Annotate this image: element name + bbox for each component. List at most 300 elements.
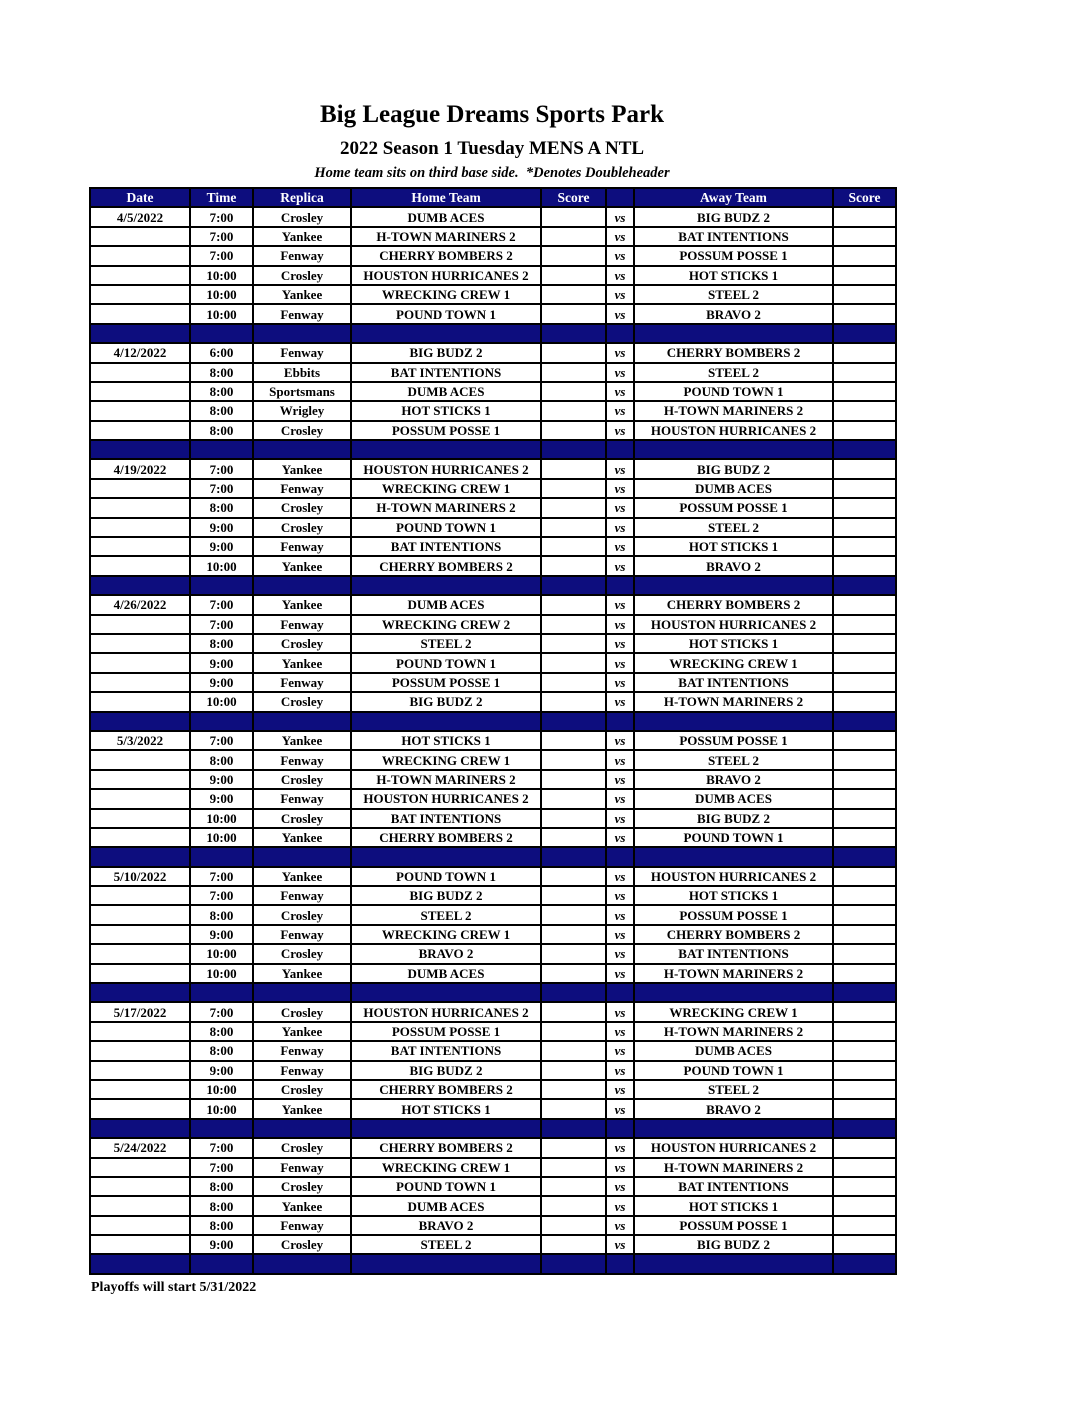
time-cell: 7:00 bbox=[190, 731, 253, 750]
away-team-cell: H-TOWN MARINERS 2 bbox=[634, 692, 833, 711]
replica-cell: Fenway bbox=[253, 343, 351, 362]
home-score-cell bbox=[541, 886, 606, 905]
home-team-cell: POUND TOWN 1 bbox=[351, 1177, 541, 1196]
date-cell bbox=[90, 1216, 190, 1235]
home-score-cell bbox=[541, 944, 606, 963]
vs-cell: vs bbox=[606, 809, 634, 828]
home-team-cell: BAT INTENTIONS bbox=[351, 809, 541, 828]
game-row bbox=[90, 479, 896, 498]
separator-cell bbox=[606, 712, 634, 731]
away-team-cell: BIG BUDZ 2 bbox=[634, 207, 833, 226]
separator-cell bbox=[351, 847, 541, 866]
date-cell bbox=[90, 1099, 190, 1118]
replica-cell: Crosley bbox=[253, 1002, 351, 1021]
replica-cell: Fenway bbox=[253, 1158, 351, 1177]
replica-cell: Crosley bbox=[253, 944, 351, 963]
date-cell bbox=[90, 1196, 190, 1215]
time-cell: 7:00 bbox=[190, 595, 253, 614]
home-team-cell: HOUSTON HURRICANES 2 bbox=[351, 459, 541, 478]
date-cell bbox=[90, 556, 190, 575]
away-team-cell: BAT INTENTIONS bbox=[634, 673, 833, 692]
col-header-time: Time bbox=[190, 188, 253, 207]
time-cell: 9:00 bbox=[190, 673, 253, 692]
col-header-date: Date bbox=[90, 188, 190, 207]
replica-cell: Crosley bbox=[253, 1080, 351, 1099]
vs-cell: vs bbox=[606, 731, 634, 750]
separator-cell bbox=[634, 983, 833, 1002]
vs-cell: vs bbox=[606, 363, 634, 382]
vs-cell: vs bbox=[606, 401, 634, 420]
replica-cell: Crosley bbox=[253, 809, 351, 828]
away-score-cell bbox=[833, 809, 896, 828]
separator-row bbox=[90, 576, 896, 595]
away-score-cell bbox=[833, 653, 896, 672]
home-score-cell bbox=[541, 285, 606, 304]
home-team-cell: POUND TOWN 1 bbox=[351, 867, 541, 886]
away-score-cell bbox=[833, 382, 896, 401]
home-team-cell: WRECKING CREW 1 bbox=[351, 925, 541, 944]
away-team-cell: H-TOWN MARINERS 2 bbox=[634, 964, 833, 983]
separator-cell bbox=[634, 1119, 833, 1138]
vs-cell: vs bbox=[606, 1080, 634, 1099]
vs-cell: vs bbox=[606, 595, 634, 614]
away-team-cell: BIG BUDZ 2 bbox=[634, 809, 833, 828]
time-cell: 10:00 bbox=[190, 964, 253, 983]
replica-cell: Yankee bbox=[253, 227, 351, 246]
separator-cell bbox=[606, 576, 634, 595]
away-team-cell: CHERRY BOMBERS 2 bbox=[634, 343, 833, 362]
away-team-cell: HOT STICKS 1 bbox=[634, 537, 833, 556]
separator-cell bbox=[90, 576, 190, 595]
separator-cell bbox=[541, 576, 606, 595]
separator-cell bbox=[634, 576, 833, 595]
date-cell bbox=[90, 401, 190, 420]
separator-cell bbox=[606, 440, 634, 459]
vs-cell: vs bbox=[606, 905, 634, 924]
replica-cell: Fenway bbox=[253, 789, 351, 808]
vs-cell: vs bbox=[606, 227, 634, 246]
game-row bbox=[90, 634, 896, 653]
home-team-cell: WRECKING CREW 1 bbox=[351, 1158, 541, 1177]
home-team-cell: HOUSTON HURRICANES 2 bbox=[351, 266, 541, 285]
home-score-cell bbox=[541, 653, 606, 672]
home-team-cell: BRAVO 2 bbox=[351, 1216, 541, 1235]
vs-cell: vs bbox=[606, 692, 634, 711]
separator-row bbox=[90, 1119, 896, 1138]
separator-cell bbox=[253, 712, 351, 731]
separator-cell bbox=[833, 1119, 896, 1138]
vs-cell: vs bbox=[606, 1061, 634, 1080]
home-team-cell: POUND TOWN 1 bbox=[351, 518, 541, 537]
home-team-cell: DUMB ACES bbox=[351, 382, 541, 401]
vs-cell: vs bbox=[606, 285, 634, 304]
home-score-cell bbox=[541, 750, 606, 769]
game-row bbox=[90, 266, 896, 285]
home-team-cell: POSSUM POSSE 1 bbox=[351, 1022, 541, 1041]
replica-cell: Fenway bbox=[253, 1061, 351, 1080]
home-team-cell: HOUSTON HURRICANES 2 bbox=[351, 1002, 541, 1021]
time-cell: 9:00 bbox=[190, 789, 253, 808]
away-team-cell: BIG BUDZ 2 bbox=[634, 1235, 833, 1254]
separator-row bbox=[90, 1254, 896, 1273]
separator-cell bbox=[634, 440, 833, 459]
date-cell bbox=[90, 828, 190, 847]
col-header-replica: Replica bbox=[253, 188, 351, 207]
home-team-cell: DUMB ACES bbox=[351, 964, 541, 983]
time-cell: 9:00 bbox=[190, 770, 253, 789]
home-score-cell bbox=[541, 925, 606, 944]
game-row bbox=[90, 789, 896, 808]
home-score-cell bbox=[541, 382, 606, 401]
game-row bbox=[90, 925, 896, 944]
away-team-cell: BAT INTENTIONS bbox=[634, 944, 833, 963]
replica-cell: Crosley bbox=[253, 1177, 351, 1196]
away-score-cell bbox=[833, 459, 896, 478]
away-team-cell: POSSUM POSSE 1 bbox=[634, 905, 833, 924]
schedule-page bbox=[89, 0, 895, 1296]
home-score-cell bbox=[541, 1002, 606, 1021]
replica-cell: Yankee bbox=[253, 595, 351, 614]
replica-cell: Sportsmans bbox=[253, 382, 351, 401]
away-team-cell: STEEL 2 bbox=[634, 285, 833, 304]
time-cell: 10:00 bbox=[190, 304, 253, 323]
time-cell: 7:00 bbox=[190, 867, 253, 886]
time-cell: 9:00 bbox=[190, 1061, 253, 1080]
separator-cell bbox=[833, 1254, 896, 1273]
home-score-cell bbox=[541, 1216, 606, 1235]
away-team-cell: STEEL 2 bbox=[634, 1080, 833, 1099]
away-score-cell bbox=[833, 343, 896, 362]
separator-cell bbox=[253, 1119, 351, 1138]
separator-cell bbox=[351, 576, 541, 595]
home-score-cell bbox=[541, 227, 606, 246]
page-subtitle: 2022 Season 1 Tuesday MENS A NTL bbox=[339, 138, 645, 159]
date-cell bbox=[90, 537, 190, 556]
vs-cell: vs bbox=[606, 1158, 634, 1177]
separator-cell bbox=[634, 324, 833, 343]
away-team-cell: HOT STICKS 1 bbox=[634, 266, 833, 285]
away-score-cell bbox=[833, 1158, 896, 1177]
date-cell: 5/24/2022 bbox=[90, 1138, 190, 1157]
vs-cell: vs bbox=[606, 867, 634, 886]
date-cell bbox=[90, 227, 190, 246]
replica-cell: Yankee bbox=[253, 1196, 351, 1215]
vs-cell: vs bbox=[606, 304, 634, 323]
replica-cell: Yankee bbox=[253, 867, 351, 886]
separator-cell bbox=[90, 983, 190, 1002]
home-score-cell bbox=[541, 770, 606, 789]
schedule-table bbox=[89, 187, 897, 1275]
date-cell bbox=[90, 479, 190, 498]
date-cell bbox=[90, 673, 190, 692]
game-row bbox=[90, 343, 896, 362]
game-row bbox=[90, 750, 896, 769]
home-team-cell: BAT INTENTIONS bbox=[351, 363, 541, 382]
col-header-home-score: Score bbox=[541, 188, 606, 207]
time-cell: 9:00 bbox=[190, 518, 253, 537]
away-team-cell: HOT STICKS 1 bbox=[634, 1196, 833, 1215]
game-row bbox=[90, 1022, 896, 1041]
separator-cell bbox=[833, 576, 896, 595]
replica-cell: Fenway bbox=[253, 479, 351, 498]
vs-cell: vs bbox=[606, 1216, 634, 1235]
away-score-cell bbox=[833, 770, 896, 789]
separator-cell bbox=[541, 440, 606, 459]
away-score-cell bbox=[833, 886, 896, 905]
separator-cell bbox=[634, 1254, 833, 1273]
home-team-cell: CHERRY BOMBERS 2 bbox=[351, 246, 541, 265]
home-score-cell bbox=[541, 828, 606, 847]
home-score-cell bbox=[541, 673, 606, 692]
replica-cell: Yankee bbox=[253, 459, 351, 478]
vs-cell: vs bbox=[606, 964, 634, 983]
schedule-body bbox=[90, 207, 896, 1273]
game-row bbox=[90, 1099, 896, 1118]
separator-row bbox=[90, 712, 896, 731]
vs-cell: vs bbox=[606, 1177, 634, 1196]
separator-cell bbox=[541, 1119, 606, 1138]
away-team-cell: STEEL 2 bbox=[634, 750, 833, 769]
date-cell bbox=[90, 615, 190, 634]
home-team-cell: POSSUM POSSE 1 bbox=[351, 421, 541, 440]
replica-cell: Yankee bbox=[253, 556, 351, 575]
vs-cell: vs bbox=[606, 479, 634, 498]
vs-cell: vs bbox=[606, 459, 634, 478]
home-score-cell bbox=[541, 518, 606, 537]
time-cell: 8:00 bbox=[190, 1216, 253, 1235]
game-row bbox=[90, 1216, 896, 1235]
time-cell: 6:00 bbox=[190, 343, 253, 362]
time-cell: 8:00 bbox=[190, 1177, 253, 1196]
vs-cell: vs bbox=[606, 1099, 634, 1118]
home-team-cell: BAT INTENTIONS bbox=[351, 1041, 541, 1060]
time-cell: 8:00 bbox=[190, 1022, 253, 1041]
home-score-cell bbox=[541, 421, 606, 440]
time-cell: 10:00 bbox=[190, 266, 253, 285]
separator-cell bbox=[351, 1119, 541, 1138]
separator-cell bbox=[541, 847, 606, 866]
home-score-cell bbox=[541, 731, 606, 750]
time-cell: 10:00 bbox=[190, 944, 253, 963]
replica-cell: Fenway bbox=[253, 246, 351, 265]
separator-cell bbox=[190, 1254, 253, 1273]
replica-cell: Fenway bbox=[253, 750, 351, 769]
vs-cell: vs bbox=[606, 1235, 634, 1254]
away-team-cell: POSSUM POSSE 1 bbox=[634, 731, 833, 750]
vs-cell: vs bbox=[606, 1022, 634, 1041]
col-header-vs bbox=[606, 188, 634, 207]
home-score-cell bbox=[541, 905, 606, 924]
game-row bbox=[90, 1158, 896, 1177]
vs-cell: vs bbox=[606, 615, 634, 634]
away-team-cell: WRECKING CREW 1 bbox=[634, 653, 833, 672]
away-team-cell: DUMB ACES bbox=[634, 1041, 833, 1060]
time-cell: 8:00 bbox=[190, 1196, 253, 1215]
separator-cell bbox=[351, 712, 541, 731]
away-score-cell bbox=[833, 595, 896, 614]
date-cell bbox=[90, 304, 190, 323]
away-score-cell bbox=[833, 227, 896, 246]
home-team-cell: BIG BUDZ 2 bbox=[351, 886, 541, 905]
replica-cell: Fenway bbox=[253, 304, 351, 323]
away-team-cell: WRECKING CREW 1 bbox=[634, 1002, 833, 1021]
vs-cell: vs bbox=[606, 673, 634, 692]
separator-row bbox=[90, 440, 896, 459]
time-cell: 7:00 bbox=[190, 479, 253, 498]
home-team-cell: POUND TOWN 1 bbox=[351, 653, 541, 672]
vs-cell: vs bbox=[606, 944, 634, 963]
time-cell: 8:00 bbox=[190, 363, 253, 382]
date-cell bbox=[90, 925, 190, 944]
date-cell bbox=[90, 905, 190, 924]
playoffs-note: Playoffs will start 5/31/2022 bbox=[91, 1279, 257, 1295]
game-row bbox=[90, 944, 896, 963]
game-row bbox=[90, 459, 896, 478]
replica-cell: Crosley bbox=[253, 634, 351, 653]
away-team-cell: BRAVO 2 bbox=[634, 556, 833, 575]
away-team-cell: H-TOWN MARINERS 2 bbox=[634, 1022, 833, 1041]
time-cell: 8:00 bbox=[190, 1041, 253, 1060]
game-row bbox=[90, 770, 896, 789]
page-title: Big League Dreams Sports Park bbox=[320, 101, 664, 128]
separator-cell bbox=[606, 1254, 634, 1273]
replica-cell: Ebbits bbox=[253, 363, 351, 382]
away-team-cell: BRAVO 2 bbox=[634, 1099, 833, 1118]
game-row bbox=[90, 867, 896, 886]
game-row bbox=[90, 1080, 896, 1099]
home-team-cell: HOT STICKS 1 bbox=[351, 1099, 541, 1118]
away-score-cell bbox=[833, 1022, 896, 1041]
separator-cell bbox=[541, 712, 606, 731]
replica-cell: Yankee bbox=[253, 828, 351, 847]
game-row bbox=[90, 556, 896, 575]
vs-cell: vs bbox=[606, 498, 634, 517]
date-cell: 4/19/2022 bbox=[90, 459, 190, 478]
date-cell bbox=[90, 692, 190, 711]
away-team-cell: STEEL 2 bbox=[634, 518, 833, 537]
home-team-cell: CHERRY BOMBERS 2 bbox=[351, 828, 541, 847]
vs-cell: vs bbox=[606, 537, 634, 556]
home-score-cell bbox=[541, 634, 606, 653]
vs-cell: vs bbox=[606, 1196, 634, 1215]
home-score-cell bbox=[541, 1177, 606, 1196]
game-row bbox=[90, 692, 896, 711]
home-score-cell bbox=[541, 1235, 606, 1254]
home-score-cell bbox=[541, 537, 606, 556]
game-row bbox=[90, 518, 896, 537]
vs-cell: vs bbox=[606, 266, 634, 285]
date-cell bbox=[90, 363, 190, 382]
replica-cell: Yankee bbox=[253, 964, 351, 983]
vs-cell: vs bbox=[606, 1041, 634, 1060]
time-cell: 8:00 bbox=[190, 498, 253, 517]
home-score-cell bbox=[541, 809, 606, 828]
date-cell bbox=[90, 1177, 190, 1196]
home-team-cell: DUMB ACES bbox=[351, 1196, 541, 1215]
separator-cell bbox=[253, 983, 351, 1002]
separator-cell bbox=[833, 712, 896, 731]
away-score-cell bbox=[833, 266, 896, 285]
away-score-cell bbox=[833, 944, 896, 963]
home-team-cell: DUMB ACES bbox=[351, 595, 541, 614]
away-team-cell: HOUSTON HURRICANES 2 bbox=[634, 867, 833, 886]
date-cell: 4/5/2022 bbox=[90, 207, 190, 226]
separator-row bbox=[90, 324, 896, 343]
replica-cell: Fenway bbox=[253, 886, 351, 905]
separator-cell bbox=[351, 983, 541, 1002]
date-cell bbox=[90, 770, 190, 789]
away-score-cell bbox=[833, 905, 896, 924]
replica-cell: Yankee bbox=[253, 1099, 351, 1118]
home-team-cell: CHERRY BOMBERS 2 bbox=[351, 1138, 541, 1157]
away-score-cell bbox=[833, 692, 896, 711]
replica-cell: Fenway bbox=[253, 615, 351, 634]
separator-cell bbox=[253, 1254, 351, 1273]
away-score-cell bbox=[833, 828, 896, 847]
date-cell bbox=[90, 789, 190, 808]
away-team-cell: HOUSTON HURRICANES 2 bbox=[634, 421, 833, 440]
replica-cell: Yankee bbox=[253, 653, 351, 672]
away-team-cell: H-TOWN MARINERS 2 bbox=[634, 1158, 833, 1177]
away-score-cell bbox=[833, 363, 896, 382]
date-cell bbox=[90, 285, 190, 304]
separator-cell bbox=[606, 324, 634, 343]
away-score-cell bbox=[833, 1216, 896, 1235]
home-team-cell: BAT INTENTIONS bbox=[351, 537, 541, 556]
time-cell: 10:00 bbox=[190, 1099, 253, 1118]
date-cell bbox=[90, 382, 190, 401]
vs-cell: vs bbox=[606, 207, 634, 226]
time-cell: 7:00 bbox=[190, 1002, 253, 1021]
time-cell: 8:00 bbox=[190, 421, 253, 440]
away-score-cell bbox=[833, 1099, 896, 1118]
vs-cell: vs bbox=[606, 653, 634, 672]
game-row bbox=[90, 421, 896, 440]
home-team-cell: DUMB ACES bbox=[351, 207, 541, 226]
home-score-cell bbox=[541, 207, 606, 226]
separator-cell bbox=[351, 1254, 541, 1273]
game-row bbox=[90, 615, 896, 634]
separator-cell bbox=[190, 324, 253, 343]
separator-cell bbox=[606, 1119, 634, 1138]
home-team-cell: H-TOWN MARINERS 2 bbox=[351, 498, 541, 517]
game-row bbox=[90, 382, 896, 401]
game-row bbox=[90, 1041, 896, 1060]
date-cell: 5/10/2022 bbox=[90, 867, 190, 886]
home-team-cell: H-TOWN MARINERS 2 bbox=[351, 770, 541, 789]
replica-cell: Yankee bbox=[253, 1022, 351, 1041]
time-cell: 10:00 bbox=[190, 556, 253, 575]
time-cell: 8:00 bbox=[190, 750, 253, 769]
home-score-cell bbox=[541, 304, 606, 323]
home-score-cell bbox=[541, 615, 606, 634]
game-row bbox=[90, 828, 896, 847]
away-team-cell: HOT STICKS 1 bbox=[634, 634, 833, 653]
date-cell bbox=[90, 1235, 190, 1254]
date-cell bbox=[90, 266, 190, 285]
time-cell: 7:00 bbox=[190, 615, 253, 634]
replica-cell: Crosley bbox=[253, 1235, 351, 1254]
separator-cell bbox=[253, 847, 351, 866]
replica-cell: Fenway bbox=[253, 673, 351, 692]
home-team-cell: HOUSTON HURRICANES 2 bbox=[351, 789, 541, 808]
time-cell: 10:00 bbox=[190, 692, 253, 711]
game-row bbox=[90, 1061, 896, 1080]
home-score-cell bbox=[541, 1080, 606, 1099]
date-cell: 4/12/2022 bbox=[90, 343, 190, 362]
game-row bbox=[90, 653, 896, 672]
date-cell bbox=[90, 809, 190, 828]
